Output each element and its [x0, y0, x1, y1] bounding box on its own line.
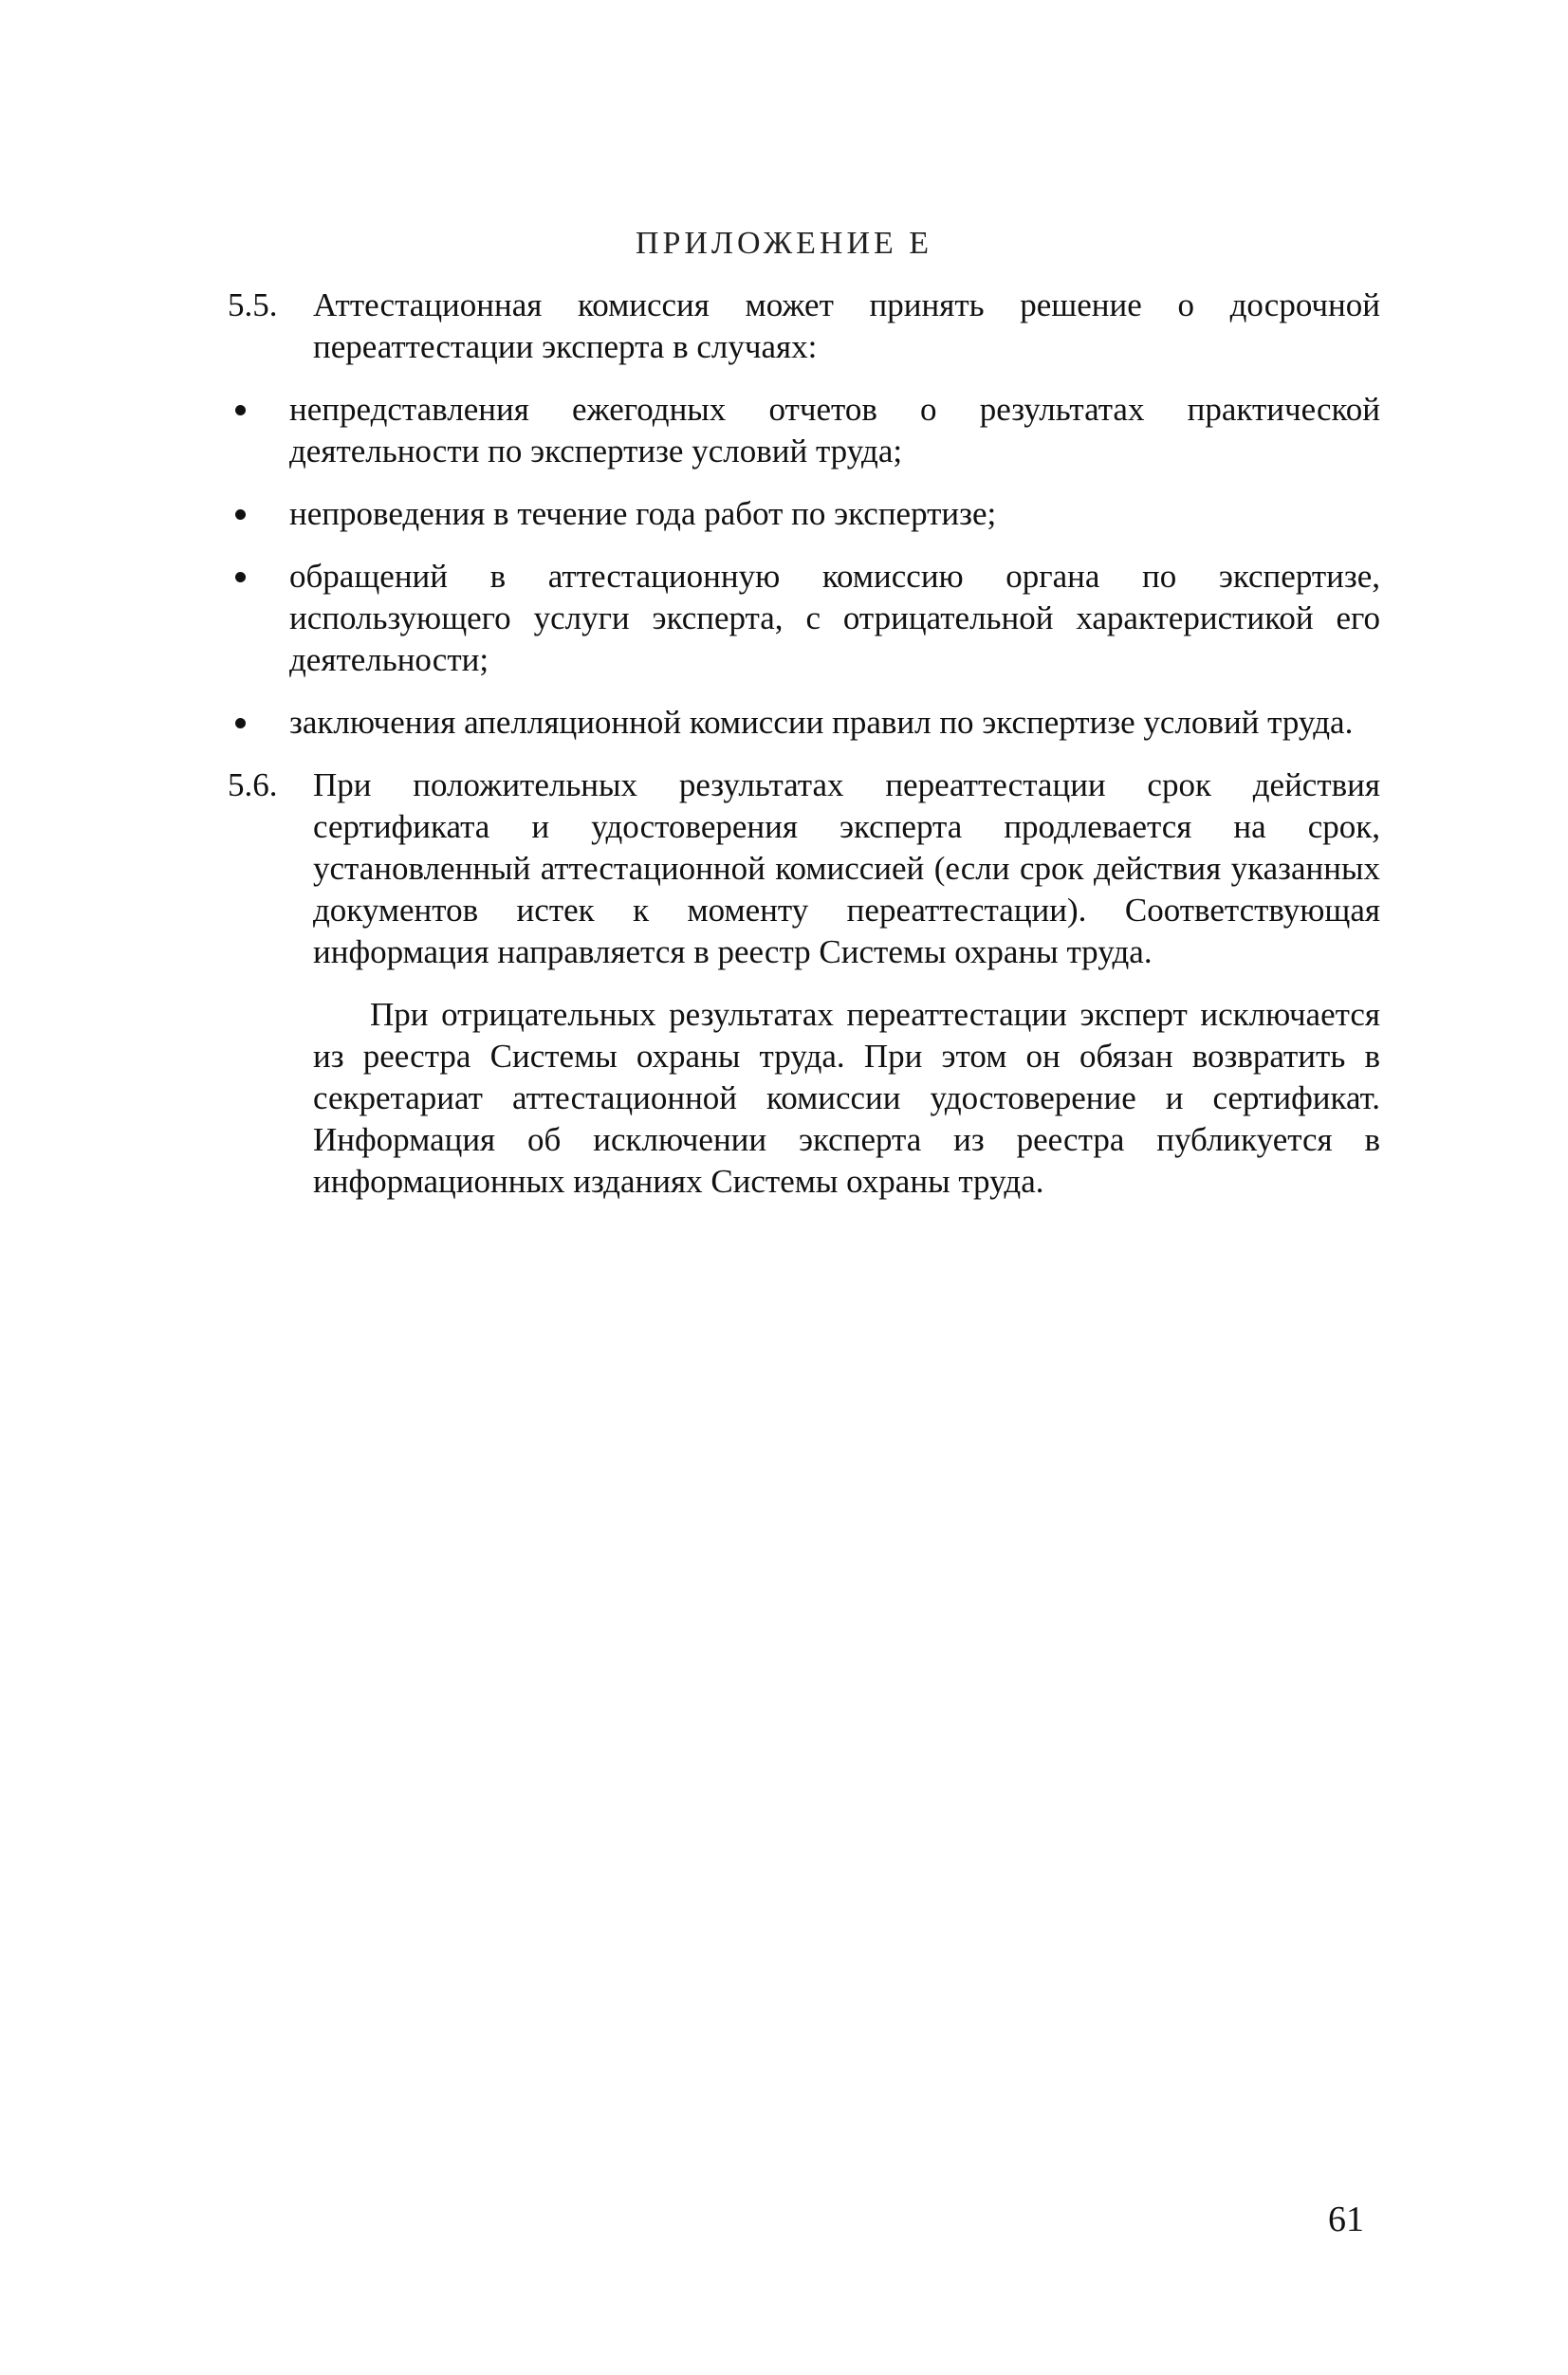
- bullet-text: заключения апелляционной комиссии правил по экспертизе условий труда.: [289, 704, 1354, 741]
- bullet-icon: [235, 718, 246, 728]
- bullet-text: непредставления ежегодных отчетов о результатах практической деятельности по экспертизе условий труда;: [289, 391, 1380, 469]
- bullet-item: [228, 702, 1380, 744]
- section-5-6-text: При положительных результатах переаттестации срок действия сертификата и удостоверения эксперта продлевается на срок, установленный аттестационной комиссией (если срок действия указанных документов истек к моменту переаттестации). Соответствующая информация направляется в реестр Системы охраны труда.: [313, 766, 1380, 970]
- bullet-text: обращений в аттестационную комиссию органа по экспертизе, использующего услуги эксперта, с отрицательной характеристикой его деятельности;: [289, 558, 1380, 678]
- bullet-icon: [235, 509, 246, 520]
- section-5-6-number: 5.6.: [228, 766, 278, 803]
- section-5-6: [228, 764, 1380, 973]
- bullet-item: [228, 389, 1380, 472]
- bullet-text: непроведения в течение года работ по экспертизе;: [289, 495, 997, 532]
- section-5-5-number: 5.5.: [228, 286, 278, 323]
- page-header: ПРИЛОЖЕНИЕ Е: [635, 226, 933, 261]
- page-number: 61: [1328, 2200, 1364, 2239]
- bullet-icon: [235, 572, 246, 582]
- section-5-5: [228, 285, 1380, 368]
- section-5-6-paragraph: При отрицательных результатах переаттестации эксперт исключается из реестра Системы охраны труда. При этом он обязан возвратить в секретариат аттестационной комиссии удостоверение и сертификат. Информация об исключении эксперта из реестра публикуется в информационных изданиях Системы охраны труда.: [313, 996, 1380, 1200]
- section-5-5-text: Аттестационная комиссия может принять решение о досрочной переаттестации эксперта в случаях:: [313, 286, 1380, 365]
- page-content: [228, 285, 1380, 1224]
- bullet-item: [228, 493, 1380, 535]
- bullet-icon: [235, 405, 246, 415]
- bullet-item: [228, 556, 1380, 681]
